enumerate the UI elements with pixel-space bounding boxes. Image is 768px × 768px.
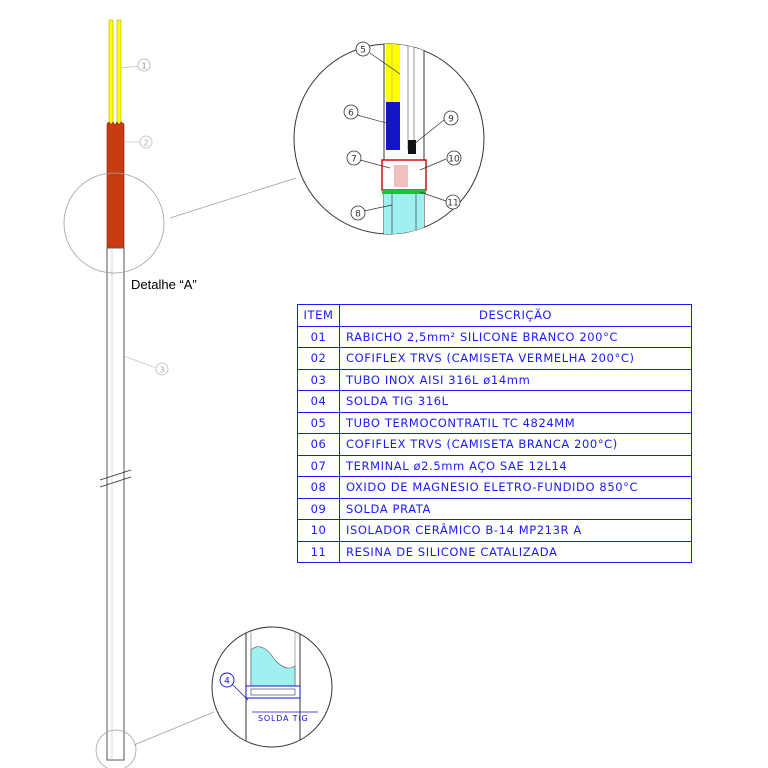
balloon-10: 10	[448, 154, 460, 165]
item-description: OXIDO DE MAGNESIO ELETRO-FUNDIDO 850°C	[340, 477, 692, 499]
item-number: 09	[298, 498, 340, 520]
balloon-3: 3	[159, 365, 165, 375]
item-description: TERMINAL ø2.5mm AÇO SAE 12L14	[340, 455, 692, 477]
item-description: RABICHO 2,5mm² SILICONE BRANCO 200°C	[340, 326, 692, 348]
rod-balloons	[121, 59, 168, 375]
item-number: 01	[298, 326, 340, 348]
table-row	[298, 326, 692, 348]
weld-callout: SOLDA TIG	[258, 714, 309, 723]
detail-b-leader	[134, 712, 214, 745]
item-number: 03	[298, 369, 340, 391]
table-row	[298, 520, 692, 542]
balloon-8: 8	[355, 209, 361, 220]
balloon-4: 4	[224, 676, 230, 687]
item-description: TUBO TERMOCONTRATIL TC 4824MM	[340, 412, 692, 434]
item-description: ISOLADOR CERÂMICO B-14 MP213R A	[340, 520, 692, 542]
balloon-5: 5	[360, 45, 366, 56]
table-row	[298, 412, 692, 434]
table-body	[298, 326, 692, 563]
table-row	[298, 498, 692, 520]
item-number: 10	[298, 520, 340, 542]
item-number: 04	[298, 391, 340, 413]
item-description: SOLDA TIG 316L	[340, 391, 692, 413]
lead-wires	[109, 20, 121, 124]
table-row	[298, 434, 692, 456]
heater-assembly	[100, 20, 131, 760]
balloon-1: 1	[141, 61, 147, 71]
item-number: 06	[298, 434, 340, 456]
stainless-tube	[100, 248, 131, 760]
table-row	[298, 477, 692, 499]
item-description: COFIFLEX TRVS (CAMISETA BRANCA 200°C)	[340, 434, 692, 456]
detail-b-view	[212, 620, 332, 760]
table-header-row	[298, 305, 692, 327]
item-description: SOLDA PRATA	[340, 498, 692, 520]
table-row	[298, 541, 692, 563]
item-number: 11	[298, 541, 340, 563]
balloon-2: 2	[143, 138, 149, 148]
red-sleeve	[107, 122, 124, 248]
table-row	[298, 455, 692, 477]
table-row	[298, 391, 692, 413]
header-item: ITEM	[298, 305, 340, 327]
balloon-11: 11	[447, 198, 459, 209]
item-number: 08	[298, 477, 340, 499]
item-number: 07	[298, 455, 340, 477]
detail-a-view	[294, 20, 484, 268]
item-description: COFIFLEX TRVS (CAMISETA VERMELHA 200°C)	[340, 348, 692, 370]
header-description: DESCRIÇÃO	[340, 305, 692, 327]
item-number: 02	[298, 348, 340, 370]
item-description: RESINA DE SILICONE CATALIZADA	[340, 541, 692, 563]
table-row	[298, 348, 692, 370]
balloon-7: 7	[351, 154, 357, 165]
balloon-6: 6	[348, 108, 354, 119]
item-number: 05	[298, 412, 340, 434]
item-description: TUBO INOX AISI 316L ø14mm	[340, 369, 692, 391]
detail-a-label: Detalhe “A”	[131, 277, 197, 292]
table-row	[298, 369, 692, 391]
detail-a-leader	[170, 178, 296, 218]
parts-list-table	[297, 304, 692, 563]
balloon-9: 9	[448, 114, 454, 125]
